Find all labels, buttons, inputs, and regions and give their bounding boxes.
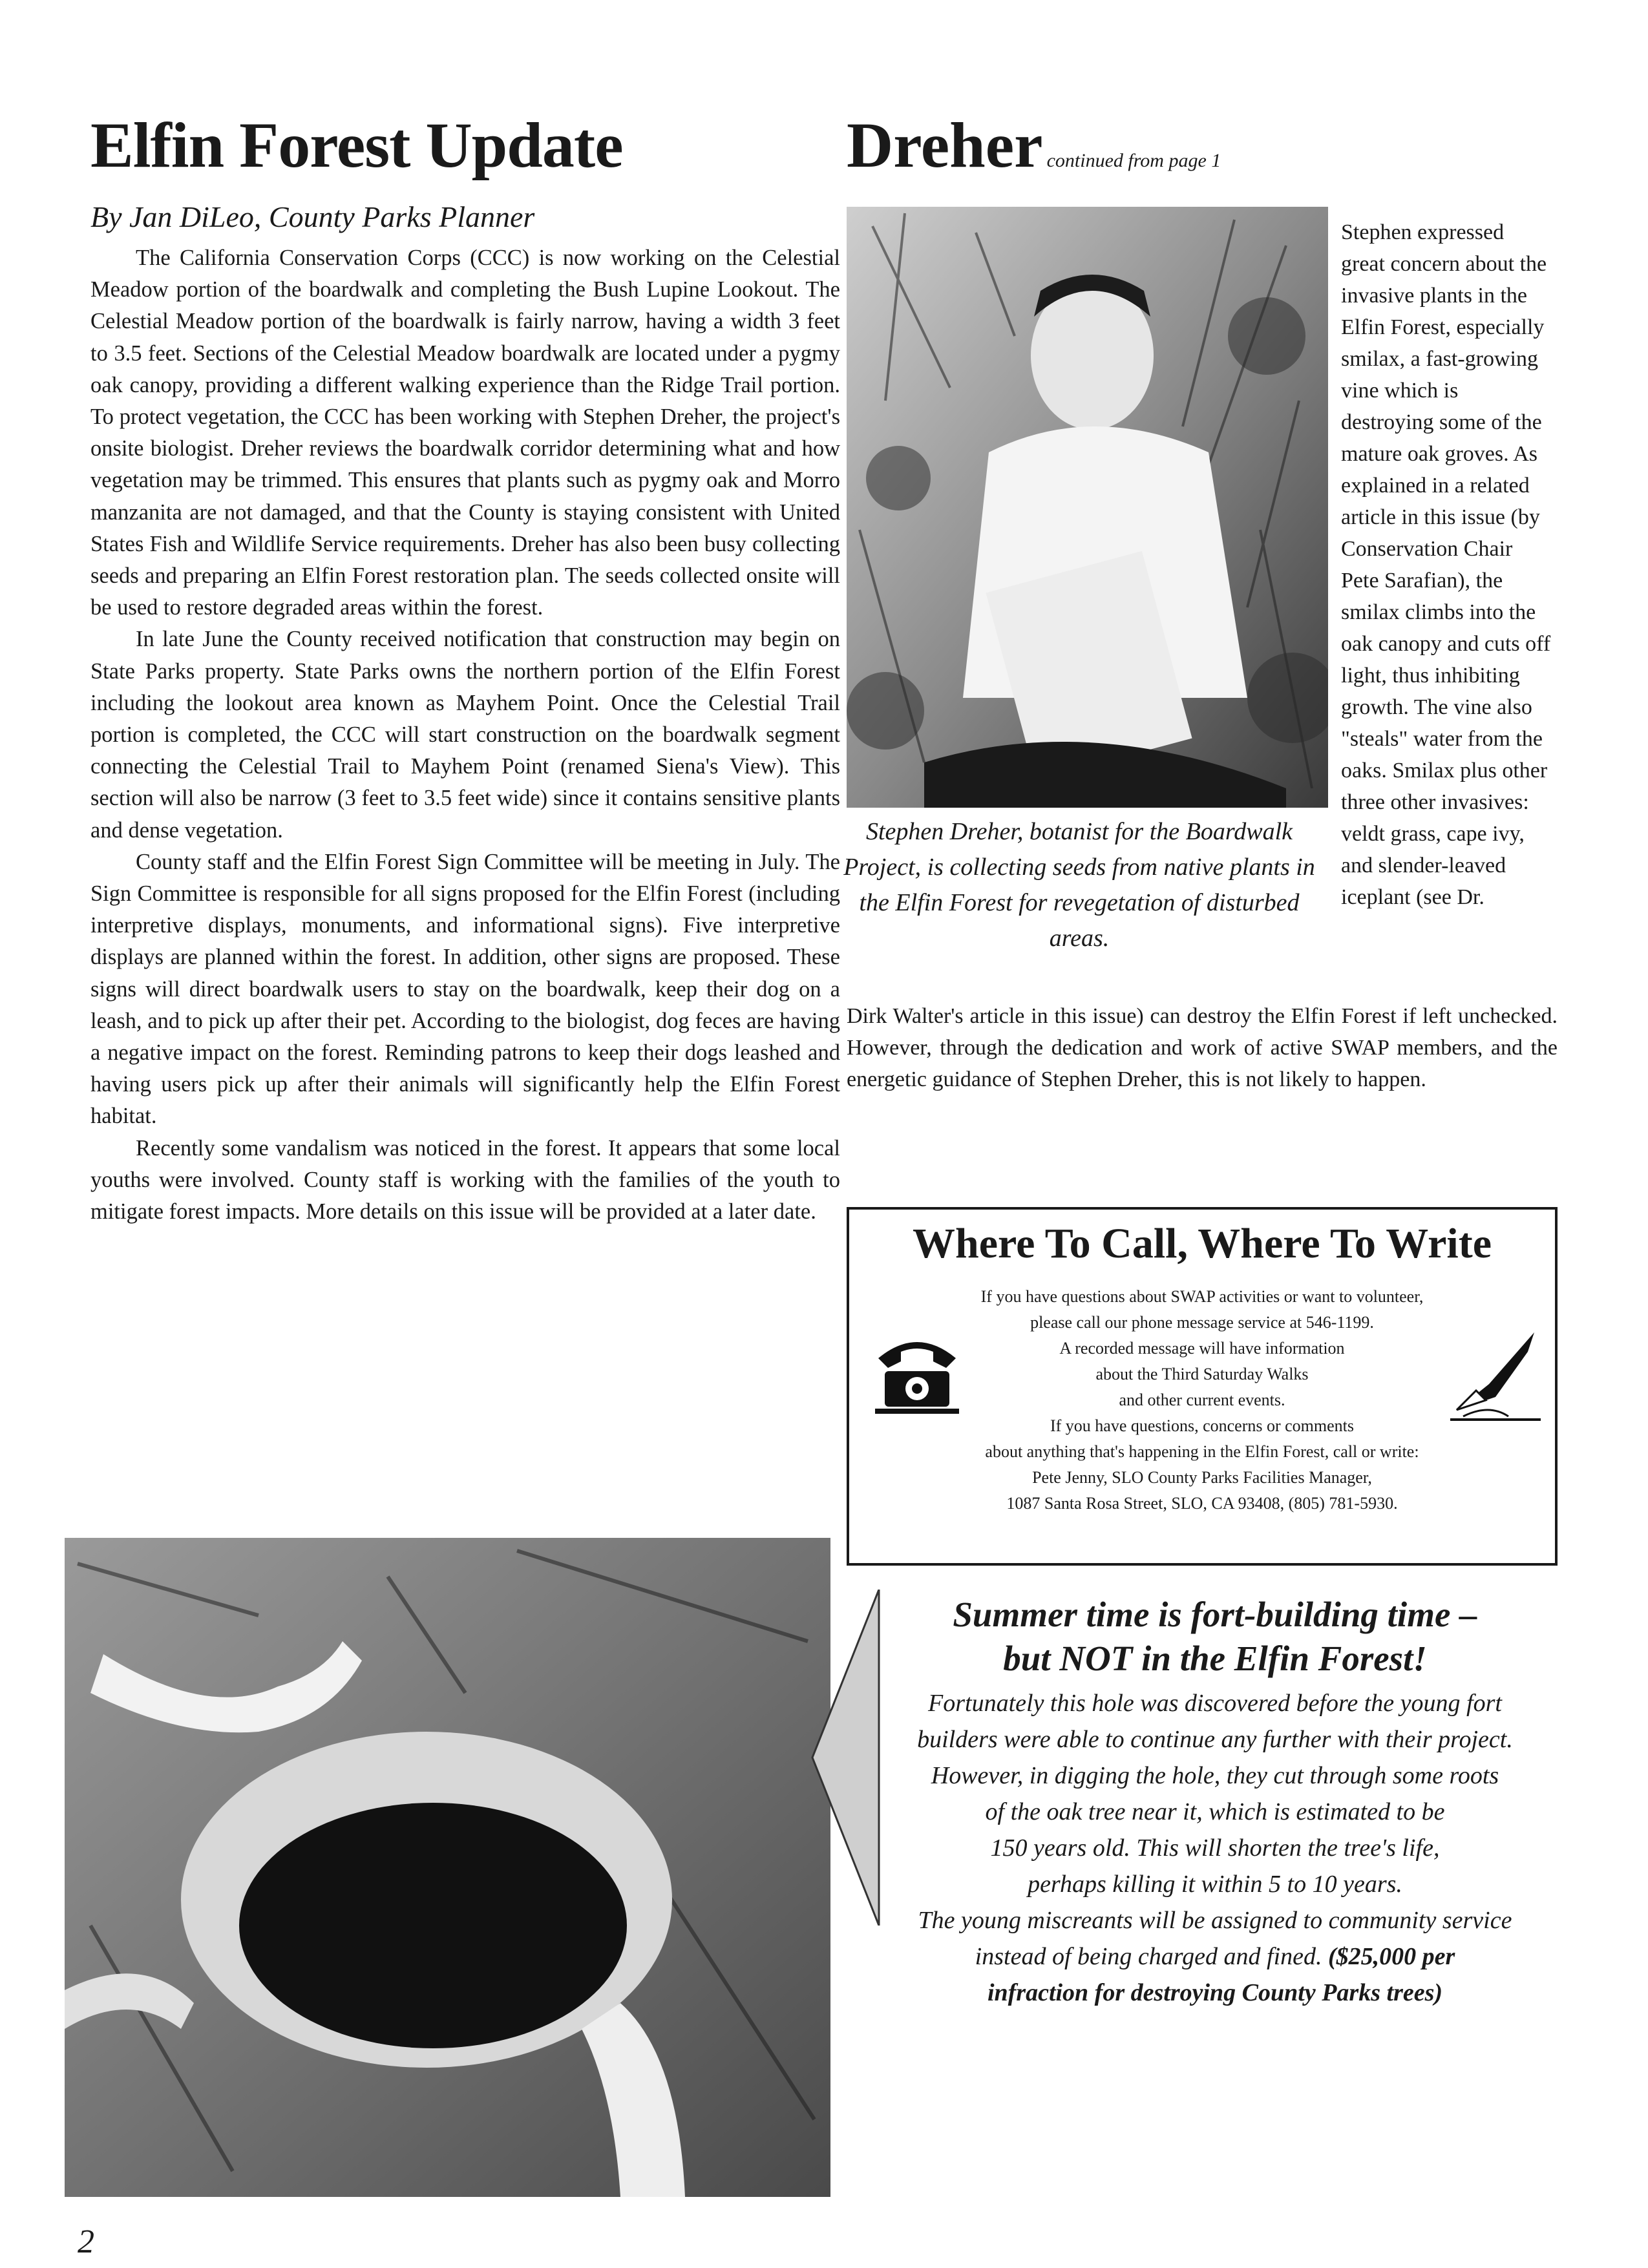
call-line: A recorded message will have information: [1059, 1339, 1345, 1358]
dreher-title-text: Dreher: [847, 109, 1043, 181]
summer-line: The young miscreants will be assigned to community service: [918, 1907, 1512, 1934]
call-box-title: Where To Call, Where To Write: [913, 1220, 1492, 1267]
summer-line: builders were able to continue any further with their project.: [917, 1726, 1513, 1753]
summer-line: 150 years old. This will shorten the tree's life,: [990, 1834, 1440, 1862]
fine-amount: ($25,000 per: [1328, 1943, 1455, 1970]
dreher-title: [847, 110, 1558, 181]
pen-icon: [1450, 1326, 1541, 1423]
elfin-forest-title: Elfin Forest Update: [90, 109, 623, 181]
pointer-arrow-icon: [811, 1590, 882, 1926]
summer-headline-line: but NOT in the Elfin Forest!: [1003, 1639, 1427, 1678]
telephone-icon: [869, 1326, 966, 1416]
dreher-body-column: Stephen expressed great concern about the invasive plants in the Elfin Forest, especially smilax, a fast-growing vine which is destroying some of the mature oak groves. As explained in a related article in this issue (by Conservation Chair Pete Sarafian), the smilax climbs into the oak canopy and cuts off light, thus inhibiting growth. The vine also "steals" water from the oaks. Smilax plus other three other invasives: veldt grass, cape ivy, and slender-leaved iceplant (see Dr.: [1341, 220, 1551, 909]
summer-headline-line: Summer time is fort-building time –: [953, 1595, 1477, 1634]
summer-line: of the oak tree near it, which is estimated to be: [985, 1798, 1445, 1825]
hole-photo: [65, 1538, 830, 2197]
fine-detail: infraction for destroying County Parks trees): [987, 1979, 1443, 2006]
botanist-photo-image: [847, 207, 1328, 808]
call-line: and other current events.: [1119, 1391, 1285, 1409]
hole-photo-image: [65, 1538, 830, 2197]
article-paragraph: Recently some vandalism was noticed in the forest. It appears that some local youths were involved. County staff is working with the families of the youth to mitigate forest impacts. More details on this issue will be provided at a later date.: [90, 1135, 840, 1224]
dreher-photo: [847, 207, 1328, 808]
call-line: If you have questions, concerns or comments: [1050, 1416, 1355, 1435]
call-line: 1087 Santa Rosa Street, SLO, CA 93408, (805) 781-5930.: [1006, 1494, 1398, 1513]
call-line: about anything that's happening in the Elfin Forest, call or write:: [985, 1442, 1419, 1461]
summer-body: [885, 1685, 1545, 2011]
summer-line-text: instead of being charged and fined.: [975, 1943, 1322, 1970]
where-to-call-box: [847, 1207, 1558, 1566]
summer-line: However, in digging the hole, they cut through some roots: [931, 1762, 1499, 1789]
summer-headline: [885, 1593, 1545, 1681]
byline: By Jan DiLeo, County Parks Planner: [90, 200, 535, 233]
elfin-article-body: [90, 242, 840, 1228]
call-line: please call our phone message service at 546-1199.: [1030, 1313, 1374, 1332]
continued-note: continued from page 1: [1046, 150, 1221, 171]
call-line: If you have questions about SWAP activities or want to volunteer,: [980, 1287, 1424, 1306]
article-paragraph: In late June the County received notification that construction may begin on State Parks property. State Parks owns the northern portion of the Elfin Forest including the lookout area known as Mayhem Point. Once the Celestial Trail portion is completed, the CCC will start construction on the boardwalk segment connecting the Celestial Trail to Mayhem Point (renamed Siena's View). This section will also be narrow (3 feet to 3.5 feet wide) since it contains sensitive plants and dense vegetation.: [90, 627, 840, 843]
photo-caption: Stephen Dreher, botanist for the Boardwalk Project, is collecting seeds from native plants in the Elfin Forest for revegetation of disturbed areas.: [843, 818, 1315, 952]
dreher-body-continued: Dirk Walter's article in this issue) can destroy the Elfin Forest if left unchecked. However, through the dedication and work of active SWAP members, and the energetic guidance of Stephen Dreher, this is not likely to happen.: [847, 1004, 1558, 1091]
article-paragraph: County staff and the Elfin Forest Sign Committee will be meeting in July. The Sign Committee is responsible for all signs proposed for the Elfin Forest (including interpretive displays, monuments, and informational signs). Five interpretive displays are planned within the forest. In addition, other signs are proposed. These signs will direct boardwalk users to stay on the boardwalk, keep their dog on a leash, and to pick up after their pet. According to the biologist, dog feces are having a negative impact on the forest. Reminding patrons to keep their dogs leashed and having users pick up after their animals will significantly help the Elfin Forest habitat.: [90, 849, 840, 1129]
page-number: 2: [78, 2223, 94, 2260]
summer-line: Fortunately this hole was discovered before the young fort: [928, 1690, 1502, 1717]
call-line: Pete Jenny, SLO County Parks Facilities Manager,: [1032, 1468, 1372, 1487]
summer-line: [885, 1938, 1545, 1975]
article-paragraph: The California Conservation Corps (CCC) is now working on the Celestial Meadow portion of the boardwalk and completing the Bush Lupine Lookout. The Celestial Meadow portion of the boardwalk is fairly narrow, having a width 3 feet to 3.5 feet. Sections of the Celestial Meadow boardwalk are located under a pygmy oak canopy, providing a different walking experience than the Ridge Trail portion. To protect vegetation, the CCC has been working with Stephen Dreher, the project's onsite biologist. Dreher reviews the boardwalk corridor determining what and how vegetation may be trimmed. This ensures that plants such as pygmy oak and Morro manzanita are not damaged, and that the County is staying consistent with United States Fish and Wildlife Service requirements. Dreher has also been busy collecting seeds and preparing an Elfin Forest restoration plan. The seeds collected onsite will be used to restore degraded areas within the forest.: [90, 246, 840, 620]
summer-line: perhaps killing it within 5 to 10 years.: [1028, 1871, 1402, 1898]
call-line: about the Third Saturday Walks: [1095, 1365, 1309, 1383]
